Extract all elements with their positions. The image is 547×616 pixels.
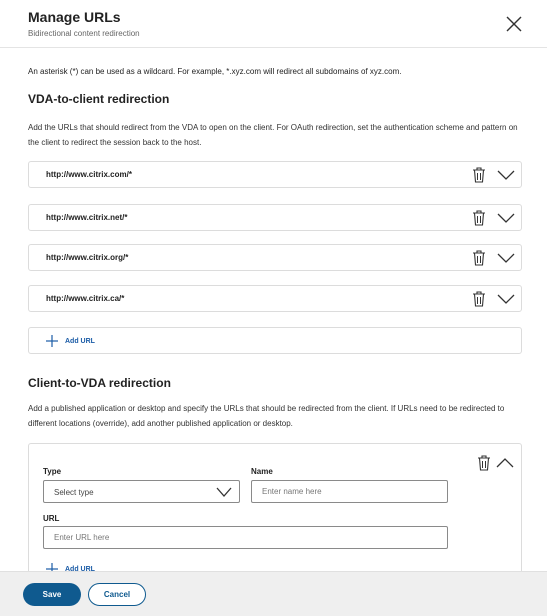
- url-label: URL: [43, 514, 60, 523]
- chevron-down-icon[interactable]: [496, 168, 516, 182]
- plus-icon: [45, 562, 59, 571]
- save-button[interactable]: Save: [23, 583, 81, 606]
- trash-icon[interactable]: [476, 454, 492, 472]
- add-url-row: [28, 327, 522, 354]
- plus-icon: [45, 334, 59, 348]
- vda-to-client-description: Add the URLs that should redirect from the VDA to open on the client. For OAuth redirection, set the authentication scheme and pattern on the client to redirect the session back to the host.: [28, 123, 518, 147]
- url-row[interactable]: [28, 244, 522, 271]
- name-label: Name: [251, 467, 273, 476]
- trash-icon[interactable]: [471, 166, 487, 184]
- trash-icon[interactable]: [471, 249, 487, 267]
- url-row[interactable]: [28, 204, 522, 231]
- url-text: http://www.citrix.ca/*: [46, 294, 125, 303]
- dialog-body[interactable]: [0, 49, 547, 571]
- url-row[interactable]: [28, 161, 522, 188]
- type-label: Type: [43, 467, 62, 476]
- dialog-header: [0, 0, 547, 48]
- url-text: http://www.citrix.org/*: [46, 253, 129, 262]
- chevron-down-icon[interactable]: [496, 292, 516, 306]
- cancel-button[interactable]: Cancel: [88, 583, 146, 606]
- url-text: http://www.citrix.com/*: [46, 170, 132, 179]
- name-input[interactable]: [251, 480, 448, 503]
- trash-icon[interactable]: [471, 290, 487, 308]
- trash-icon[interactable]: [471, 209, 487, 227]
- type-select[interactable]: [43, 480, 240, 503]
- url-row[interactable]: [28, 285, 522, 312]
- type-select-value: Select type: [54, 488, 94, 497]
- client-to-vda-title: Client-to-VDA redirection: [28, 376, 171, 390]
- chevron-up-icon[interactable]: [495, 456, 515, 470]
- wildcard-hint: An asterisk (*) can be used as a wildcard. For example, *.xyz.com will redirect all subdomains of xyz.com.: [28, 67, 402, 76]
- add-url-button[interactable]: [45, 562, 95, 571]
- chevron-down-icon[interactable]: [496, 251, 516, 265]
- add-url-label: Add URL: [65, 565, 95, 571]
- chevron-down-icon[interactable]: [496, 211, 516, 225]
- add-url-label: Add URL: [65, 337, 95, 345]
- dialog-subtitle: Bidirectional content redirection: [28, 29, 140, 38]
- url-input[interactable]: [43, 526, 448, 549]
- published-app-card: [28, 443, 522, 571]
- add-url-button[interactable]: [45, 334, 95, 348]
- dialog-footer: [0, 571, 547, 616]
- client-to-vda-description: Add a published application or desktop and specify the URLs that should be redirected from the client. If URLs need to be redirected to different locations (override), add another published application or desktop.: [28, 404, 505, 428]
- vda-to-client-title: VDA-to-client redirection: [28, 92, 170, 106]
- url-text: http://www.citrix.net/*: [46, 213, 128, 222]
- chevron-down-icon: [216, 486, 232, 498]
- dialog-title: Manage URLs: [28, 9, 121, 25]
- close-icon[interactable]: [500, 10, 528, 38]
